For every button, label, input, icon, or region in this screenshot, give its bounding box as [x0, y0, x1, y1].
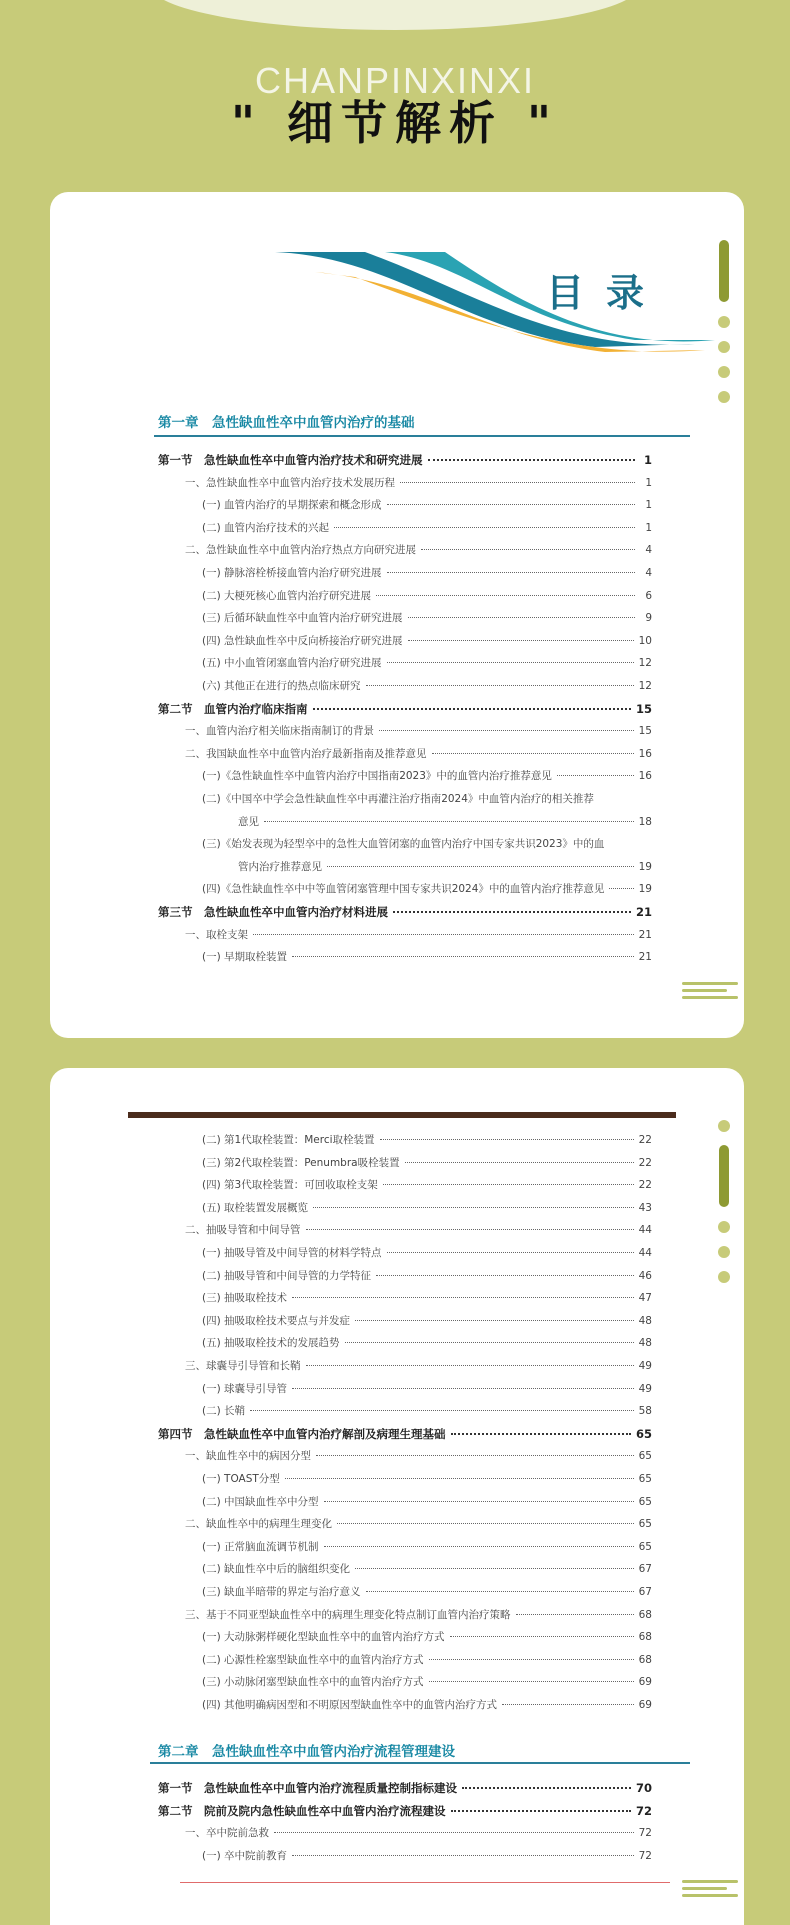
toc-leader-dots — [462, 1787, 631, 1789]
toc-page-number: 18 — [638, 815, 652, 828]
toc-entry — [202, 565, 652, 581]
toc-entry-title: 第一节 急性缺血性卒中血管内治疗流程质量控制指标建设 — [158, 1781, 457, 1795]
toc-leader-dots — [306, 1229, 634, 1230]
toc-entry-title: 一、血管内治疗相关临床指南制订的背景 — [185, 725, 374, 738]
toc-page-number: 16 — [638, 747, 652, 760]
toc-leader-dots — [379, 730, 634, 731]
toc-leader-dots — [516, 1614, 634, 1615]
toc-entry-title: 三、基于不同亚型缺血性卒中的病理生理变化特点制订血管内治疗策略 — [185, 1608, 511, 1621]
toc-entry-title: (三)《始发表现为轻型卒中的急性大血管闭塞的血管内治疗中国专家共识2023》中的血 — [202, 838, 605, 851]
toc-entry — [185, 1222, 652, 1238]
toc-page-number: 44 — [638, 1224, 652, 1237]
toc-entry — [202, 1403, 652, 1419]
toc-section-entry — [158, 1426, 652, 1442]
toc-page-number: 21 — [638, 951, 652, 964]
toc-leader-dots — [405, 1162, 634, 1163]
page-indicator-dot — [718, 316, 730, 328]
toc-page-number: 19 — [638, 883, 652, 896]
toc-page-number: 43 — [638, 1201, 652, 1214]
toc-page-number: 47 — [638, 1292, 652, 1305]
toc-entry — [202, 610, 652, 626]
chapter-heading: 第二章 急性缺血性卒中血管内治疗流程管理建设 — [158, 1744, 455, 1760]
toc-leader-dots — [393, 911, 631, 913]
toc-entry — [202, 1539, 652, 1555]
toc-page-number: 67 — [638, 1563, 652, 1576]
toc-entry-title: 第四节 急性缺血性卒中血管内治疗解剖及病理生理基础 — [158, 1426, 446, 1441]
toc-leader-dots — [557, 775, 634, 776]
toc-page-number: 65 — [635, 1426, 652, 1441]
toc-entry — [202, 1674, 652, 1690]
toc-entry — [185, 746, 652, 762]
toc-page-number: 1 — [643, 453, 652, 467]
toc-page-number: 65 — [638, 1518, 652, 1531]
toc-page-number: 65 — [638, 1473, 652, 1485]
toc-leader-dots — [316, 1455, 634, 1456]
toc-page-number: 69 — [638, 1699, 652, 1711]
toc-entry — [202, 1177, 652, 1193]
toc-entry — [202, 1697, 652, 1713]
toc-page-number: 68 — [638, 1653, 652, 1666]
toc-leader-dots — [609, 888, 633, 889]
toc-entry-title: 第二节 血管内治疗临床指南 — [158, 701, 308, 716]
toc-entry — [202, 1848, 652, 1864]
toc-leader-dots — [274, 1832, 634, 1833]
toc-entry — [202, 1494, 652, 1510]
toc-entry-title: (二) 心源性栓塞型缺血性卒中的血管内治疗方式 — [202, 1653, 424, 1666]
toc-entry-title: (三) 小动脉闭塞型缺血性卒中的血管内治疗方式 — [202, 1676, 424, 1689]
toc-entry-title: 一、卒中院前急救 — [185, 1827, 269, 1840]
toc-leader-dots — [428, 459, 636, 461]
toc-entry — [185, 1516, 652, 1532]
page-indicator-dot — [718, 366, 730, 378]
toc-entry-title: 二、抽吸导管和中间导管 — [185, 1224, 301, 1237]
toc-leader-dots — [366, 685, 634, 686]
toc-leader-dots — [408, 617, 635, 618]
toc-leader-dots — [451, 1810, 631, 1812]
toc-page-number: 22 — [638, 1156, 652, 1169]
toc-page-number: 15 — [638, 725, 652, 738]
page-indicator — [716, 1120, 732, 1296]
toc-entry-title: (二)《中国卒中学会急性缺血性卒中再灌注治疗指南2024》中血管内治疗的相关推荐 — [202, 793, 594, 805]
stripes-decoration — [682, 982, 738, 1003]
toc-page-number: 69 — [638, 1676, 652, 1689]
toc-entry — [202, 633, 652, 649]
toc-page-number: 10 — [638, 634, 652, 647]
toc-page-number: 1 — [645, 521, 652, 534]
toc-leader-dots — [355, 1320, 634, 1321]
toc-entry-title: (三) 缺血半暗带的界定与治疗意义 — [202, 1586, 361, 1598]
toc-page-number: 68 — [638, 1631, 652, 1644]
toc-entry-title: 一、急性缺血性卒中血管内治疗技术发展历程 — [185, 476, 395, 489]
toc-entry-title: 第三节 急性缺血性卒中血管内治疗材料进展 — [158, 905, 388, 919]
toc-leader-dots — [313, 1207, 634, 1208]
toc-leader-dots — [253, 934, 634, 935]
toc-entry — [202, 791, 652, 807]
toc-page-number: 9 — [645, 612, 652, 625]
toc-leader-dots — [337, 1523, 634, 1524]
toc-entry — [202, 1652, 652, 1668]
toc-section-entry — [158, 452, 652, 468]
toc-entry-title: (五) 中小血管闭塞血管内治疗研究进展 — [202, 657, 382, 670]
toc-page-number: 4 — [645, 567, 652, 579]
toc-entry-title: (五) 抽吸取栓技术的发展趋势 — [202, 1337, 340, 1350]
toc-entry — [185, 542, 652, 558]
toc-page-number: 44 — [638, 1247, 652, 1259]
toc-section-entry — [158, 1780, 652, 1796]
toc-page-number: 1 — [645, 499, 652, 512]
toc-page-number: 68 — [638, 1608, 652, 1621]
toc-entry-title: (一) 静脉溶栓桥接血管内治疗研究进展 — [202, 567, 382, 579]
toc-page-number: 49 — [638, 1382, 652, 1395]
toc-leader-dots — [306, 1365, 634, 1366]
toc-page-number: 65 — [638, 1495, 652, 1508]
toc-leader-dots — [334, 527, 635, 528]
toc-page-number: 1 — [645, 476, 652, 489]
toc-entry-title: (一) TOAST分型 — [202, 1473, 280, 1485]
toc-page-number: 72 — [638, 1849, 652, 1862]
toc-entry — [202, 836, 652, 852]
page-indicator-dot — [718, 1246, 730, 1258]
toc-leader-dots — [285, 1478, 634, 1479]
toc-page-number: 67 — [638, 1586, 652, 1598]
toc-entry-title: (五) 取栓装置发展概览 — [202, 1201, 309, 1214]
stripes-decoration — [682, 1880, 738, 1901]
toc-entry-title: 一、缺血性卒中的病因分型 — [185, 1450, 311, 1463]
toc-leader-dots — [429, 1681, 634, 1682]
toc-page-number: 12 — [638, 680, 652, 692]
toc-entry-title: (一) 卒中院前教育 — [202, 1849, 288, 1862]
toc-leader-dots — [432, 753, 634, 754]
toc-entry — [238, 814, 652, 830]
toc-entry-title: 管内治疗推荐意见 — [238, 860, 322, 873]
toc-leader-dots — [250, 1410, 634, 1411]
toc-leader-dots — [387, 504, 635, 505]
toc-entry-title: (三) 抽吸取栓技术 — [202, 1292, 288, 1305]
toc-entry-title: (二) 抽吸导管和中间导管的力学特征 — [202, 1269, 372, 1282]
toc-entry-title: (二) 第1代取栓装置：Merci取栓装置 — [202, 1134, 375, 1146]
toc-entry-title: 二、我国缺血性卒中血管内治疗最新指南及推荐意见 — [185, 747, 427, 760]
toc-entry-title: (四)《急性缺血性卒中中等血管闭塞管理中国专家共识2024》中的血管内治疗推荐意见 — [202, 883, 605, 896]
page-indicator-dot — [718, 391, 730, 403]
toc-entry — [202, 881, 652, 897]
toc-entry-title: (三) 第2代取栓装置：Penumbra吸栓装置 — [202, 1156, 400, 1169]
toc-page-1 — [50, 192, 744, 1038]
toc-leader-dots — [429, 1659, 634, 1660]
toc-leader-dots — [292, 1388, 634, 1389]
toc-entry — [202, 655, 652, 671]
toc-entry-title: (六) 其他正在进行的热点临床研究 — [202, 680, 361, 692]
toc-page-number: 58 — [638, 1405, 652, 1418]
toc-leader-dots — [292, 1855, 634, 1856]
toc-leader-dots — [355, 1568, 634, 1569]
toc-entry-title: (一) 早期取栓装置 — [202, 951, 288, 964]
chapter-underline — [154, 435, 690, 437]
toc-entry-title: (四) 第3代取栓装置：可回收取栓支架 — [202, 1179, 378, 1192]
page-indicator-active — [719, 1145, 729, 1207]
toc-entry-title: (一) 球囊导引导管 — [202, 1382, 288, 1395]
toc-leader-dots — [387, 1252, 634, 1253]
toc-leader-dots — [421, 549, 635, 550]
toc-page-number: 48 — [638, 1337, 652, 1350]
toc-entry-title: 第一节 急性缺血性卒中血管内治疗技术和研究进展 — [158, 453, 423, 467]
toc-title: 目录 — [546, 271, 667, 315]
toc-leader-dots — [313, 708, 631, 710]
toc-entry — [202, 520, 652, 536]
toc-entry — [185, 723, 652, 739]
toc-entry-title: 一、取栓支架 — [185, 928, 248, 941]
toc-section-entry — [158, 904, 652, 920]
toc-leader-dots — [376, 1275, 634, 1276]
toc-entry-title: (一) 正常脑血流调节机制 — [202, 1540, 319, 1553]
toc-entry — [185, 1607, 652, 1623]
page-indicator — [716, 240, 732, 416]
toc-page-number: 6 — [645, 589, 652, 602]
toc-entry-title: 二、急性缺血性卒中血管内治疗热点方向研究进展 — [185, 544, 416, 557]
toc-entry-title: 三、球囊导引导管和长鞘 — [185, 1360, 301, 1372]
toc-entry — [202, 949, 652, 965]
toc-page-number: 70 — [635, 1781, 652, 1795]
toc-leader-dots — [324, 1546, 634, 1547]
toc-leader-dots — [502, 1704, 634, 1705]
toc-page-number: 22 — [638, 1134, 652, 1146]
toc-entry — [202, 1290, 652, 1306]
toc-entry-title: (四) 其他明确病因型和不明原因型缺血性卒中的血管内治疗方式 — [202, 1699, 498, 1711]
toc-page-number: 72 — [635, 1803, 652, 1818]
toc-leader-dots — [345, 1342, 634, 1343]
toc-entry — [202, 1245, 652, 1261]
toc-entry — [202, 678, 652, 694]
toc-leader-dots — [324, 1501, 634, 1502]
toc-leader-dots — [408, 640, 634, 641]
toc-page-number: 22 — [638, 1179, 652, 1192]
toc-page-number: 72 — [638, 1827, 652, 1840]
toc-entry — [202, 1629, 652, 1645]
chapter-underline — [150, 1762, 690, 1764]
header-chinese-title: " 细节解析 " — [231, 96, 559, 150]
page-indicator-dot — [718, 341, 730, 353]
toc-entry — [202, 1200, 652, 1216]
toc-page-number: 65 — [638, 1450, 652, 1463]
toc-entry-title: (二) 中国缺血性卒中分型 — [202, 1495, 319, 1508]
toc-leader-dots — [387, 572, 635, 573]
page-indicator-active — [719, 240, 729, 302]
toc-entry-title: 意见 — [238, 815, 259, 828]
toc-entry-title: (二) 大梗死核心血管内治疗研究进展 — [202, 589, 372, 602]
toc-entry-title: (一)《急性缺血性卒中血管内治疗中国指南2023》中的血管内治疗推荐意见 — [202, 770, 552, 783]
toc-page-2 — [50, 1068, 744, 1925]
toc-entry-title: 二、缺血性卒中的病理生理变化 — [185, 1518, 332, 1531]
toc-entry — [238, 859, 652, 875]
toc-leader-dots — [292, 1297, 634, 1298]
toc-leader-dots — [387, 662, 634, 663]
page-indicator-dot — [718, 1221, 730, 1233]
toc-leader-dots — [450, 1636, 634, 1637]
toc-entry — [202, 1381, 652, 1397]
toc-entry — [185, 1358, 652, 1374]
toc-leader-dots — [400, 482, 635, 483]
toc-entry — [185, 927, 652, 943]
toc-entry-title: (三) 后循环缺血性卒中血管内治疗研究进展 — [202, 612, 403, 625]
bottom-rule — [180, 1882, 670, 1883]
page-indicator-dot — [718, 1271, 730, 1283]
toc-page-number: 12 — [638, 657, 652, 670]
toc-page-number: 19 — [638, 860, 652, 873]
section-header — [0, 55, 790, 150]
toc-leader-dots — [376, 595, 635, 596]
page-indicator-dot — [718, 1120, 730, 1132]
toc-entry — [202, 1268, 652, 1284]
toc-entry — [202, 1584, 652, 1600]
toc-entry — [185, 475, 652, 491]
toc-entry-title: (一) 血管内治疗的早期探索和概念形成 — [202, 499, 382, 512]
toc-entry — [202, 1313, 652, 1329]
toc-page-number: 21 — [638, 928, 652, 941]
toc-page-number: 21 — [635, 905, 652, 919]
top-rule — [128, 1112, 676, 1118]
toc-leader-dots — [451, 1433, 631, 1435]
toc-entry — [185, 1448, 652, 1464]
toc-page-number: 4 — [645, 544, 652, 557]
toc-leader-dots — [292, 956, 634, 957]
toc-entry — [202, 768, 652, 784]
toc-page-number: 16 — [638, 770, 652, 783]
toc-leader-dots — [327, 866, 634, 867]
toc-entry-title: (四) 急性缺血性卒中反向桥接治疗研究进展 — [202, 634, 403, 647]
chapter-heading: 第一章 急性缺血性卒中血管内治疗的基础 — [158, 415, 415, 431]
toc-page-number: 46 — [638, 1269, 652, 1282]
toc-leader-dots — [366, 1591, 634, 1592]
toc-entry-title: (二) 血管内治疗技术的兴起 — [202, 521, 330, 534]
toc-entry — [202, 1335, 652, 1351]
toc-page-number: 65 — [638, 1540, 652, 1553]
toc-page-number: 49 — [638, 1360, 652, 1372]
toc-entry-title: (二) 长鞘 — [202, 1405, 246, 1418]
toc-entry-title: (一) 大动脉粥样硬化型缺血性卒中的血管内治疗方式 — [202, 1631, 445, 1644]
toc-entry — [202, 588, 652, 604]
toc-leader-dots — [264, 821, 634, 822]
toc-leader-dots — [380, 1139, 634, 1140]
toc-entry — [202, 497, 652, 513]
toc-page-number: 48 — [638, 1314, 652, 1327]
toc-page-number: 15 — [635, 701, 652, 716]
toc-entry — [202, 1561, 652, 1577]
toc-section-entry — [158, 1803, 652, 1819]
toc-entry-title: (二) 缺血性卒中后的脑组织变化 — [202, 1563, 351, 1576]
toc-entry — [202, 1132, 652, 1148]
toc-entry-title: (一) 抽吸导管及中间导管的材料学特点 — [202, 1247, 382, 1259]
toc-leader-dots — [383, 1184, 634, 1185]
toc-entry-title: 第二节 院前及院内急性缺血性卒中血管内治疗流程建设 — [158, 1803, 446, 1818]
toc-section-entry — [158, 701, 652, 717]
top-arc-decoration — [150, 0, 640, 30]
header-english-title: CHANPINXINXI — [254, 60, 536, 101]
toc-entry — [202, 1471, 652, 1487]
toc-entry — [185, 1825, 652, 1841]
toc-entry-title: (四) 抽吸取栓技术要点与并发症 — [202, 1314, 351, 1327]
toc-entry — [202, 1155, 652, 1171]
